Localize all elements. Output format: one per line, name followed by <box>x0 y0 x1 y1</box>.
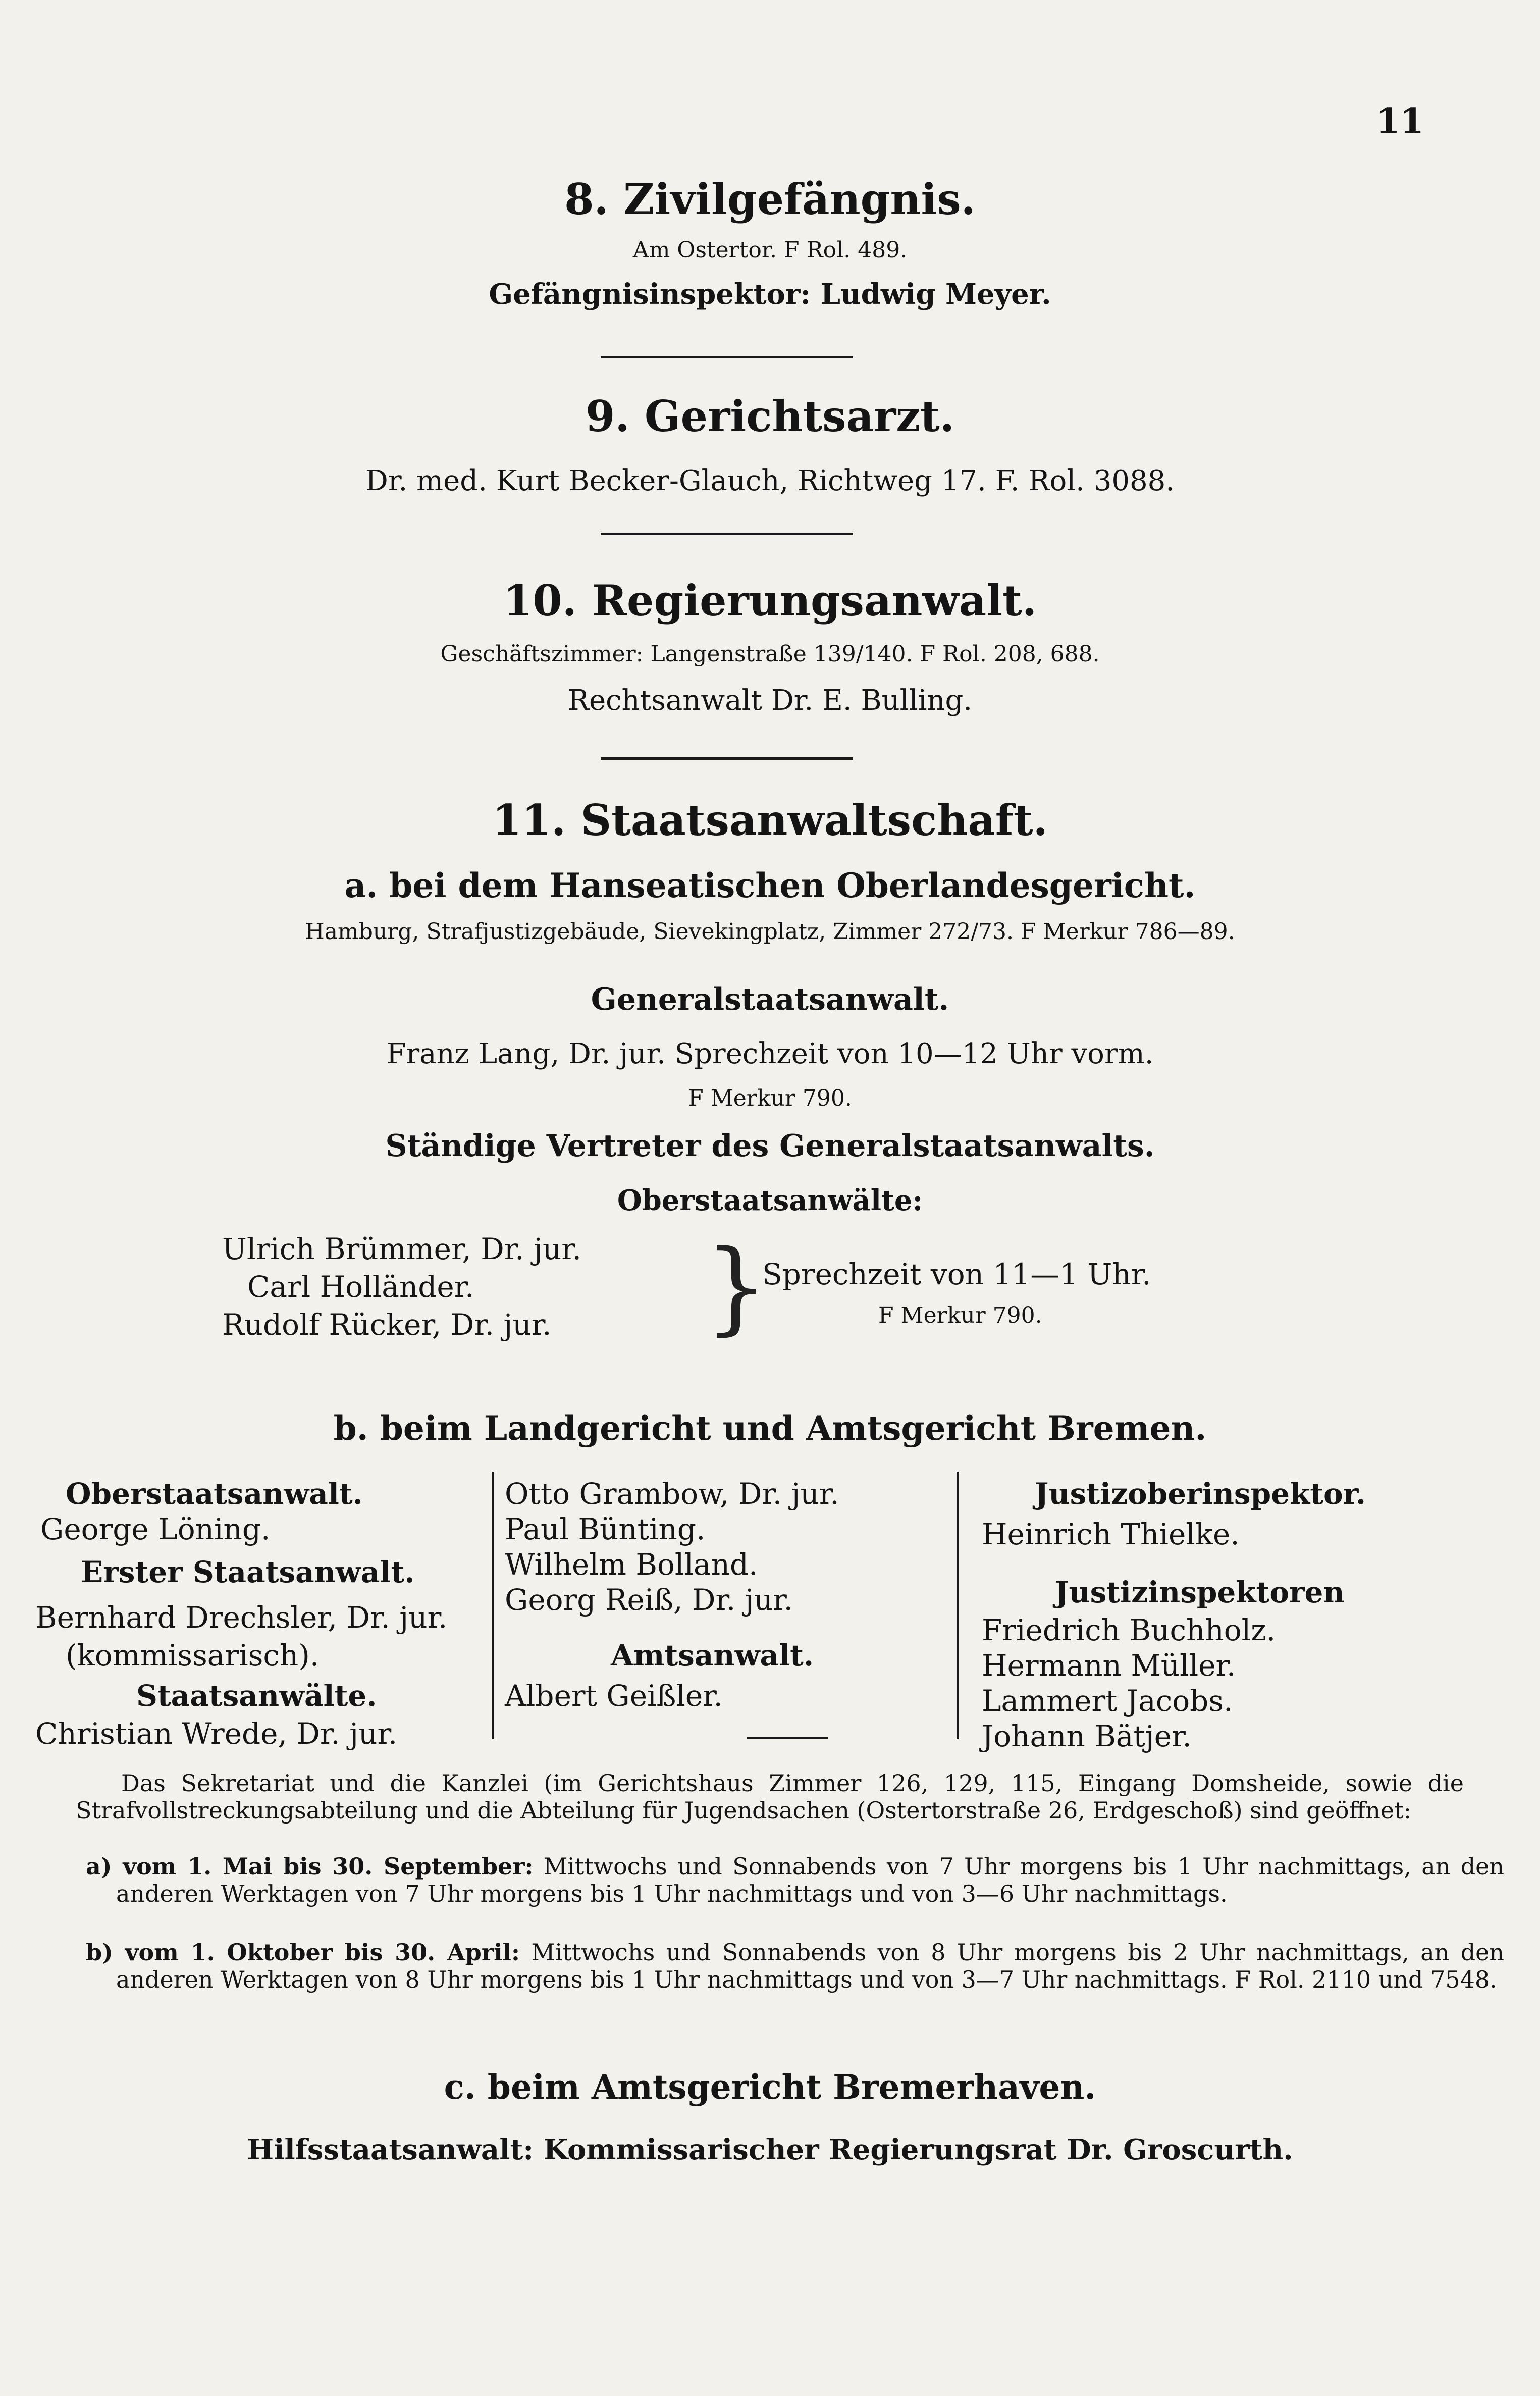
left-name-2a: Bernhard Drechsler, Dr. jur. <box>35 1600 448 1635</box>
section-11-title: 11. Staatsanwaltschaft. <box>492 795 1048 845</box>
section-11a-address: Hamburg, Strafjustizgebäude, Sievekingplatz, Zimmer 272/73. F Merkur 786—89. <box>305 919 1235 945</box>
left-heading-3: Staatsanwälte. <box>136 1679 377 1713</box>
general-prosecutor-phone: F Merkur 790. <box>688 1085 852 1111</box>
chief-prosecutors-heading: Oberstaatsanwälte: <box>617 1184 923 1217</box>
right-heading-2: Justizinspektoren <box>1055 1575 1345 1609</box>
middle-name: Otto Grambow, Dr. jur. <box>505 1477 839 1511</box>
right-heading-1: Justizoberinspektor. <box>1035 1477 1366 1511</box>
chief-prosecutors-hours: Sprechzeit von 11—1 Uhr. <box>762 1257 1151 1291</box>
chief-prosecutors-phone: F Merkur 790. <box>878 1303 1042 1328</box>
column-divider <box>492 1472 494 1739</box>
section-10-person: Rechtsanwalt Dr. E. Bulling. <box>567 684 973 717</box>
middle-name: Paul Bünting. <box>505 1512 706 1546</box>
middle-name: Wilhelm Bolland. <box>505 1547 758 1582</box>
left-name-1: George Löning. <box>40 1512 271 1546</box>
section-9-title: 9. Gerichtsarzt. <box>585 391 955 441</box>
brace: } <box>704 1228 769 1346</box>
winter-text: Mittwochs und Sonnabends von 8 Uhr morgens bis 2 Uhr nachmittags, an den anderen Werktagen von 8 Uhr morgens bis 1 Uhr nachmittags und von 3—7 Uhr nachmittags. F Rol. 2110 und 7548. <box>116 1939 1504 1993</box>
opening-hours-summer <box>76 1853 1504 1907</box>
opening-hours-winter <box>76 1939 1504 1993</box>
left-heading-1: Oberstaatsanwalt. <box>66 1477 363 1511</box>
opening-hours-intro: Das Sekretariat und die Kanzlei (im Gerichtshaus Zimmer 126, 129, 115, Eingang Domsheide, sowie die Strafvollstreckungsabteilung und die Abteilung für Jugendsachen (Ostertorstraße 26, Erdgeschoß) sind geöffnet: <box>76 1769 1464 1824</box>
middle-heading: Amtsanwalt. <box>611 1638 814 1673</box>
section-8-address: Am Ostertor. F Rol. 489. <box>632 237 908 263</box>
winter-label: b) vom 1. Oktober bis 30. April: <box>86 1939 520 1966</box>
left-name-2b: (kommissarisch). <box>66 1638 320 1673</box>
right-name: Friedrich Buchholz. <box>982 1613 1276 1647</box>
deputies-heading: Ständige Vertreter des Generalstaatsanwalts. <box>385 1128 1155 1164</box>
section-9-line: Dr. med. Kurt Becker-Glauch, Richtweg 17. F. Rol. 3088. <box>365 464 1175 497</box>
divider <box>601 533 853 535</box>
section-10-title: 10. Regierungsanwalt. <box>503 576 1037 626</box>
left-name-3: Christian Wrede, Dr. jur. <box>35 1716 398 1751</box>
right-name: Johann Bätjer. <box>982 1719 1192 1753</box>
middle-name: Georg Reiß, Dr. jur. <box>505 1583 793 1617</box>
left-heading-2: Erster Staatsanwalt. <box>81 1555 415 1589</box>
short-rule <box>747 1737 828 1739</box>
section-11b-title: b. beim Landgericht und Amtsgericht Bremen. <box>333 1409 1207 1448</box>
right-name-1: Heinrich Thielke. <box>982 1517 1240 1551</box>
column-divider <box>957 1472 959 1739</box>
section-11a-title: a. bei dem Hanseatischen Oberlandesgericht. <box>344 866 1196 905</box>
chief-prosecutor-name: Carl Holländer. <box>247 1270 474 1304</box>
right-name: Hermann Müller. <box>982 1648 1236 1683</box>
section-8-title: 8. Zivilgefängnis. <box>564 174 976 224</box>
middle-name-amtsanwalt: Albert Geißler. <box>505 1679 723 1713</box>
section-11c-title: c. beim Amtsgericht Bremerhaven. <box>444 2067 1096 2107</box>
section-8-inspector: Gefängnisinspektor: Ludwig Meyer. <box>489 278 1051 311</box>
divider <box>601 356 853 358</box>
general-prosecutor-heading: Generalstaatsanwalt. <box>591 982 949 1017</box>
divider <box>601 757 853 760</box>
general-prosecutor-line: Franz Lang, Dr. jur. Sprechzeit von 10—12 Uhr vorm. <box>386 1037 1154 1070</box>
chief-prosecutor-name: Ulrich Brümmer, Dr. jur. <box>222 1232 582 1266</box>
section-10-office: Geschäftszimmer: Langenstraße 139/140. F Rol. 208, 688. <box>440 641 1100 667</box>
right-name: Lammert Jacobs. <box>982 1684 1233 1718</box>
summer-label: a) vom 1. Mai bis 30. September: <box>86 1853 534 1880</box>
page-number: 11 <box>1376 101 1424 141</box>
section-11c-line: Hilfsstaatsanwalt: Kommissarischer Regierungsrat Dr. Groscurth. <box>247 2133 1293 2166</box>
summer-text: Mittwochs und Sonnabends von 7 Uhr morgens bis 1 Uhr nachmittags, an den anderen Werktagen von 7 Uhr morgens bis 1 Uhr nachmittags und von 3—6 Uhr nachmittags. <box>116 1853 1504 1907</box>
chief-prosecutor-name: Rudolf Rücker, Dr. jur. <box>222 1308 552 1342</box>
